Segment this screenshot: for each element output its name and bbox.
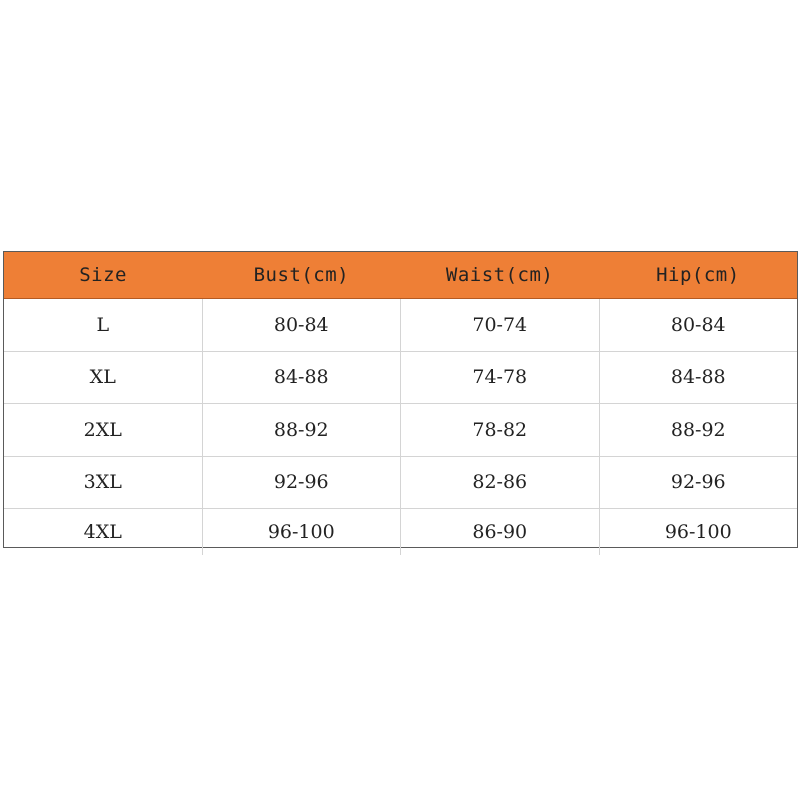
cell-bust: 80-84 xyxy=(203,299,402,351)
header-size: Size xyxy=(79,264,127,286)
cell-size: L xyxy=(4,299,203,351)
table-row xyxy=(4,404,797,457)
cell-size: 3XL xyxy=(4,457,203,509)
cell-hip: 80-84 xyxy=(670,313,726,336)
cell-bust: 88-92 xyxy=(203,404,402,456)
table-row xyxy=(4,352,797,405)
table-row xyxy=(4,457,797,510)
table-header-row xyxy=(4,252,797,299)
cell-waist: 74-78 xyxy=(401,352,600,404)
size-chart-table xyxy=(3,251,798,548)
cell-size: 2XL xyxy=(4,404,203,456)
cell-waist: 70-74 xyxy=(401,299,600,351)
cell-waist: 78-82 xyxy=(401,404,600,456)
cell-bust: 84-88 xyxy=(203,352,402,404)
cell-hip: 96-100 xyxy=(664,521,732,543)
header-hip: Hip(cm) xyxy=(656,264,740,286)
cell-hip: 92-96 xyxy=(670,471,726,494)
header-waist: Waist(cm) xyxy=(445,264,554,286)
cell-size: 4XL xyxy=(4,509,203,555)
cell-bust: 92-96 xyxy=(203,457,402,509)
cell-waist: 86-90 xyxy=(401,509,600,555)
cell-size: XL xyxy=(4,352,203,404)
table-row xyxy=(4,509,797,555)
cell-hip: 88-92 xyxy=(670,418,726,441)
header-bust: Bust(cm) xyxy=(253,264,350,286)
table-row xyxy=(4,299,797,352)
cell-bust: 96-100 xyxy=(203,509,402,555)
cell-waist: 82-86 xyxy=(401,457,600,509)
cell-hip: 84-88 xyxy=(670,366,726,389)
